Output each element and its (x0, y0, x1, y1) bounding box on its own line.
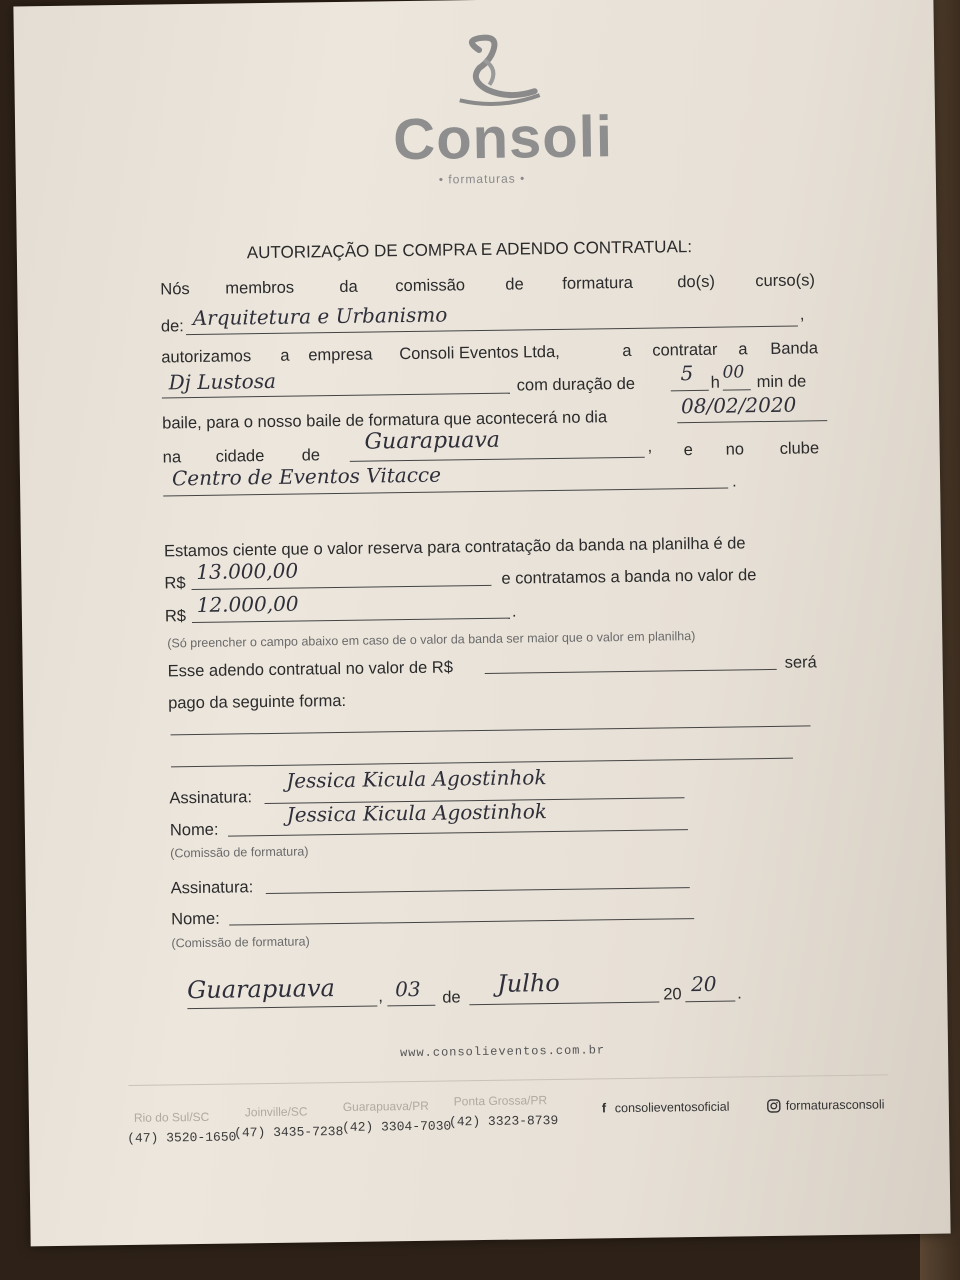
instagram-icon (767, 1099, 781, 1113)
contract-currency: R$ (164, 607, 187, 626)
course-label: de: (160, 317, 184, 336)
month-field-line[interactable] (469, 1002, 659, 1006)
name-label: Nome: (171, 909, 220, 929)
club-label: clube (779, 439, 820, 458)
minutes-value: 00 (722, 362, 745, 383)
city-label: cidade (215, 447, 265, 466)
addendum-field-line[interactable] (485, 669, 777, 674)
contract-value: 12.000,00 (196, 591, 299, 617)
intro-word: da (339, 277, 358, 296)
payment-field-line[interactable] (171, 725, 811, 735)
addendum-text: Esse adendo contratual no valor de R$ (167, 658, 454, 681)
day-field-line[interactable] (387, 1005, 435, 1007)
intro-word: curso(s) (755, 271, 816, 291)
place-sep: , (378, 987, 383, 1006)
place-field-line[interactable] (187, 1005, 377, 1009)
city-no: no (725, 440, 745, 459)
course-value: Arquitetura e Urbanismo (192, 302, 448, 331)
role-label: (Comissão de formatura) (171, 934, 310, 951)
authorize-word: contratar (652, 340, 718, 360)
minutes-field-line[interactable] (723, 389, 751, 390)
office-phone: (42) 3304-7030 (341, 1118, 452, 1136)
name-label: Nome: (169, 820, 219, 840)
intro-word: comissão (395, 276, 466, 296)
intro-word: Nós (160, 280, 190, 299)
club-value: Centro de Eventos Vitacce (171, 462, 442, 491)
signature-field-line[interactable] (266, 887, 690, 894)
name-field-line[interactable] (229, 918, 694, 925)
reserve-currency: R$ (164, 574, 186, 593)
reserve-value: 13.000,00 (196, 558, 299, 584)
city-label: de (301, 446, 321, 465)
authorize-word: Banda (770, 339, 819, 358)
name-value: Jessica Kicula Agostinhok (286, 799, 548, 827)
footer-divider (128, 1074, 888, 1086)
minutes-label: min de (756, 372, 807, 392)
party-date-value: 08/02/2020 (680, 392, 797, 419)
city-value: Guarapuava (364, 427, 501, 455)
contract-field-line[interactable] (192, 618, 510, 623)
facebook-icon: f (601, 1100, 607, 1116)
club-end: . (731, 472, 737, 491)
city-field-line[interactable] (350, 457, 645, 462)
hours-field-line[interactable] (671, 390, 709, 392)
authorize-word: a (738, 340, 748, 359)
signature-label: Assinatura: (169, 788, 253, 808)
form-title: AUTORIZAÇÃO DE COMPRA E ADENDO CONTRATUAL: (246, 237, 693, 263)
office-phone: (42) 3323-8739 (448, 1112, 559, 1130)
signature-label: Assinatura: (170, 878, 254, 898)
course-comma: , (799, 305, 805, 324)
form-paper (13, 0, 950, 1246)
party-text: baile, para o nosso baile de formatura que acontecerá no dia (162, 408, 608, 433)
office-phone: (47) 3520-1650 (127, 1129, 237, 1147)
date-field-line[interactable] (677, 420, 827, 423)
instagram-handle[interactable]: formaturasconsoli (785, 1097, 885, 1113)
hours-label: h (710, 373, 721, 392)
hours-value: 5 (680, 361, 694, 386)
date-end: . (737, 984, 742, 1003)
website: www.consolieventos.com.br (399, 1043, 606, 1061)
reserve-field-line[interactable] (192, 585, 492, 590)
place-city-value: Guarapuava (186, 974, 336, 1005)
authorize-word: autorizamos (161, 347, 252, 367)
authorize-word: empresa (308, 345, 373, 365)
addendum-line2: pago da seguinte forma: (168, 691, 347, 713)
city-label: na (162, 448, 182, 467)
year-prefix: 20 (663, 985, 682, 1004)
intro-word: formatura (562, 273, 634, 293)
year-field-line[interactable] (685, 1000, 735, 1002)
office-city: Joinville/SC (244, 1104, 308, 1120)
office-city: Guarapuava/PR (342, 1098, 429, 1114)
authorize-word: Consoli Eventos Ltda, (399, 342, 560, 364)
date-de: de (442, 988, 461, 1007)
authorize-word: a (280, 346, 290, 365)
role-label: (Comissão de formatura) (170, 844, 309, 861)
name-field-line[interactable] (228, 829, 688, 836)
month-value: Julho (496, 968, 560, 998)
reserve-text: Estamos ciente que o valor reserva para contratação da banda na planilha é de (163, 534, 746, 561)
office-phone: (47) 3435-7238 (234, 1123, 344, 1141)
logo-tagline: • formaturas • (438, 171, 526, 187)
duration-label: com duração de (516, 374, 636, 395)
conditional-note: (Só preencher o campo abaixo em caso de o valor da banda ser maior que o valor em planilha) (167, 629, 696, 651)
day-value: 03 (394, 976, 421, 1002)
office-city: Rio do Sul/SC (133, 1109, 210, 1125)
year-suffix: 20 (690, 971, 717, 997)
addendum-end: será (784, 653, 817, 672)
contract-end: . (511, 602, 517, 621)
logo-brand: Consoli (392, 104, 614, 173)
intro-word: do(s) (677, 272, 716, 292)
city-and: e (683, 441, 693, 460)
logo-emblem-icon (439, 29, 550, 111)
city-comma: , (647, 437, 653, 456)
authorize-word: a (622, 341, 632, 361)
facebook-handle[interactable]: consolieventosoficial (614, 1099, 730, 1116)
band-value: Dj Lustosa (168, 368, 277, 395)
intro-word: de (505, 275, 524, 294)
intro-word: membros (225, 278, 295, 298)
office-city: Ponta Grossa/PR (453, 1093, 548, 1109)
signature-value: Jessica Kicula Agostinhok (286, 765, 547, 793)
reserve-mid-text: e contratamos a banda no valor de (501, 566, 757, 588)
